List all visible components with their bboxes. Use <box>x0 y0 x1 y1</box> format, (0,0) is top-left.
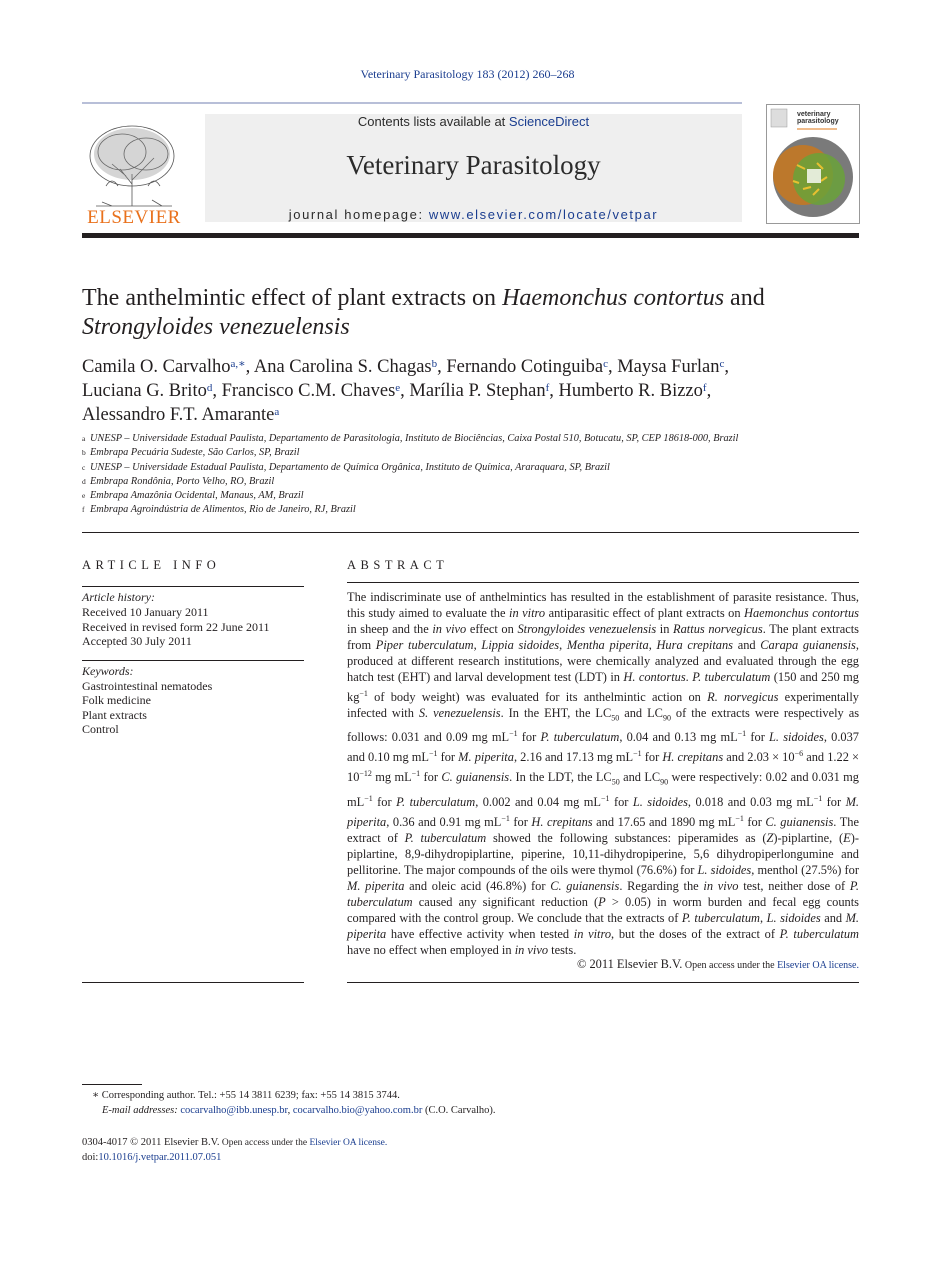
keywords: Keywords: Gastrointestinal nematodes Folk medicine Plant extracts Control <box>82 664 213 736</box>
author[interactable]: Camila O. Carvalho$^{a,∗}$ <box>82 357 246 377</box>
author[interactable]: Maysa Furlan$^c$ <box>617 357 725 377</box>
affiliation: b Embrapa Pecuária Sudeste, São Carlos, SP, Brazil <box>82 447 300 459</box>
abstract-heading: ABSTRACT <box>347 558 449 572</box>
affiliation: f Embrapa Agroindústria de Alimentos, Rio de Janeiro, RJ, Brazil <box>82 504 356 516</box>
author[interactable]: Ana Carolina S. Chagas$^b$ <box>253 357 438 377</box>
journal-name: Veterinary Parasitology <box>346 150 601 180</box>
keyword: Folk medicine <box>82 693 151 707</box>
journal-masthead <box>205 114 742 222</box>
article-title: The anthelmintic effect of plant extracts on Haemonchus contortus and Strongyloides venezuelensis <box>82 285 765 340</box>
homepage-link[interactable]: www.elsevier.com/locate/vetpar <box>428 207 659 222</box>
author[interactable]: Humberto R. Bizzo$^f$ <box>558 381 707 401</box>
cover-artwork <box>767 105 859 223</box>
abstract-rule <box>347 982 859 983</box>
section-rule <box>82 532 859 533</box>
affiliation: c UNESP – Universidade Estadual Paulista, Departamento de Química Orgânica, Instituto de Química, Araraquara, SP, Brazil <box>82 461 610 473</box>
doi-link[interactable]: 10.1016/j.vetpar.2011.07.051 <box>98 1151 222 1163</box>
abstract-body: The indiscriminate use of anthelmintics has resulted in the establishment of parasite resistance. Thus, this study aimed to evaluate the in vitro antiparasitic effect of plant extracts on Haemonchus contortus in sheep and the in vivo effect on Strongyloides venezuelensis in Rattus norvegicus. The plant extracts from Piper tuberculatum, Lippia sidoides, Mentha piperita, Hura crepitans and Carapa guianensis, produced at different research institutions, were chemically analyzed and evaluated through the egg hatch test (EHT) and larval development test (LDT) in H. contortus. P. tuberculatum (150 and 250 mg $kg^{-1}$ of body weight) was evaluated for its anthelmintic action on R. norvegicus experimentally infected with S. venezuelensis. In the EHT, the $LC_{50}$ and $LC_{90}$ of the extracts were respectively as follows: 0.031 and 0.09 mg $mL^{-1}$ for P. tuberculatum, 0.04 and 0.13 mg $mL^{-1}$ for L. sidoides, 0.037 and 0.10 mg $mL^{-1}$ for M. piperita, 2.16 and 17.13 mg $mL^{-1}$ for H. crepitans and $2.03 \times 10^{-6}$ and $1.22 \times 10^{-12}$ mg $mL^{-1}$ for C. guianensis. In the LDT, the $LC_{50}$ and $LC_{90}$ were respectively: 0.02 and 0.031 mg $mL^{-1}$ for P. tuberculatum, 0.002 and 0.04 mg $mL^{-1}$ for L. sidoides, 0.018 and 0.03 mg $mL^{-1}$ for M. piperita, 0.36 and 0.91 mg $mL^{-1}$ for H. crepitans and 17.65 and 1890 mg $mL^{-1}$ for C. guianensis. The extract of P. tuberculatum showed the following substances: piperamides as (Z)-piplartine, (E)-piplartine, 8,9-dihydropiplartine, piperine, 10,11-dihydropiperine, 5,6 dihydropiperlongumine and pellitorine. The major compounds of the oils were thymol (76.6%) for L. sidoides, menthol (27.5%) for M. piperita and oleic acid (46.8%) for C. guianensis. Regarding the in vivo test, neither dose of P. tuberculatum caused any significant reduction (P > 0.05) in worm burden and fecal egg counts compared with the control group. We conclude that the extracts of P. tuberculatum, L. sidoides and M. piperita have effective activity when tested in vitro, but the doses of the extract of P. tuberculatum have no effect when employed in in vivo tests. <box>347 590 860 957</box>
journal-citation[interactable]: Veterinary Parasitology 183 (2012) 260–268 <box>360 67 575 81</box>
footnote-rule <box>82 1084 142 1085</box>
issn-doi: 0304-4017 © 2011 Elsevier B.V. Open access under the Elsevier OA license. doi:10.1016/j.vetpar.2011.07.051 <box>82 1137 388 1163</box>
article-info-heading: ARTICLE INFO <box>82 558 221 572</box>
corresponding-author-footnote: ∗ Corresponding author. Tel.: +55 14 3811 6239; fax: +55 14 3815 3744. E-mail addresses: cocarvalho@ibb.unesp.br, cocarvalho.bio@yahoo.com.br (C.O. Carvalho). <box>92 1090 496 1116</box>
affiliation: d Embrapa Rondônia, Porto Velho, RO, Brazil <box>82 475 275 487</box>
article-info-rule <box>82 660 304 661</box>
contents-line: Contents lists available at ScienceDirect <box>357 114 590 129</box>
keyword: Gastrointestinal nematodes <box>82 678 213 693</box>
header-rule <box>82 102 742 104</box>
article-info-rule <box>82 586 304 587</box>
keyword: Plant extracts <box>82 707 147 722</box>
abstract-copyright: © 2011 Elsevier B.V. Open access under the Elsevier OA license. <box>576 957 859 971</box>
affiliation: a UNESP – Universidade Estadual Paulista, Departamento de Parasitologia, Instituto de Biociências, Caixa Postal 510, Botucatu, SP, CEP 18618-000, Brazil <box>82 433 739 444</box>
elsevier-wordmark: ELSEVIER <box>87 207 181 228</box>
sciencedirect-link[interactable]: ScienceDirect <box>508 114 590 129</box>
affiliation: e Embrapa Amazônia Ocidental, Manaus, AM, Brazil <box>82 490 304 502</box>
author-list: Camila O. Carvalho$^{a,∗}$, Ana Carolina S. Chagas$^b$, Fernando Cotinguiba$^c$, Maysa Furlan$^c$, Luciana G. Brito$^d$, Francisco C.M. Chaves$^e$, Marília P. Stephan$^f$, Humberto R. Bizzo$^f$, Alessandro F.T. Amarante$^a$ <box>82 357 729 425</box>
email-link[interactable]: cocarvalho@ibb.unesp.br <box>180 1104 288 1116</box>
journal-cover-thumbnail <box>766 104 860 224</box>
author[interactable]: Fernando Cotinguiba$^c$ <box>446 357 608 377</box>
article-history: Article history: Received 10 January 2011 Received in revised form 22 June 2011 Accepted 30 July 2011 <box>82 590 270 649</box>
author[interactable]: Luciana G. Brito$^d$ <box>82 381 213 401</box>
article-info-rule <box>82 982 304 983</box>
abstract-rule <box>347 582 859 583</box>
cover-title: veterinary parasitology <box>797 111 839 125</box>
keyword: Control <box>82 722 119 736</box>
author[interactable]: Marília P. Stephan$^f$ <box>409 381 550 401</box>
affiliations <box>82 432 862 518</box>
oa-license-link[interactable]: Elsevier OA license. <box>309 1138 388 1148</box>
author[interactable]: Francisco C.M. Chaves$^e$ <box>221 381 401 401</box>
journal-homepage: journal homepage: www.elsevier.com/locate/vetpar <box>288 207 659 222</box>
header-thick-rule <box>82 233 859 238</box>
author[interactable]: Alessandro F.T. Amarante$^a$ <box>82 405 280 425</box>
oa-license-link[interactable]: Elsevier OA license. <box>777 960 859 971</box>
email-link[interactable]: cocarvalho.bio@yahoo.com.br <box>292 1104 423 1116</box>
